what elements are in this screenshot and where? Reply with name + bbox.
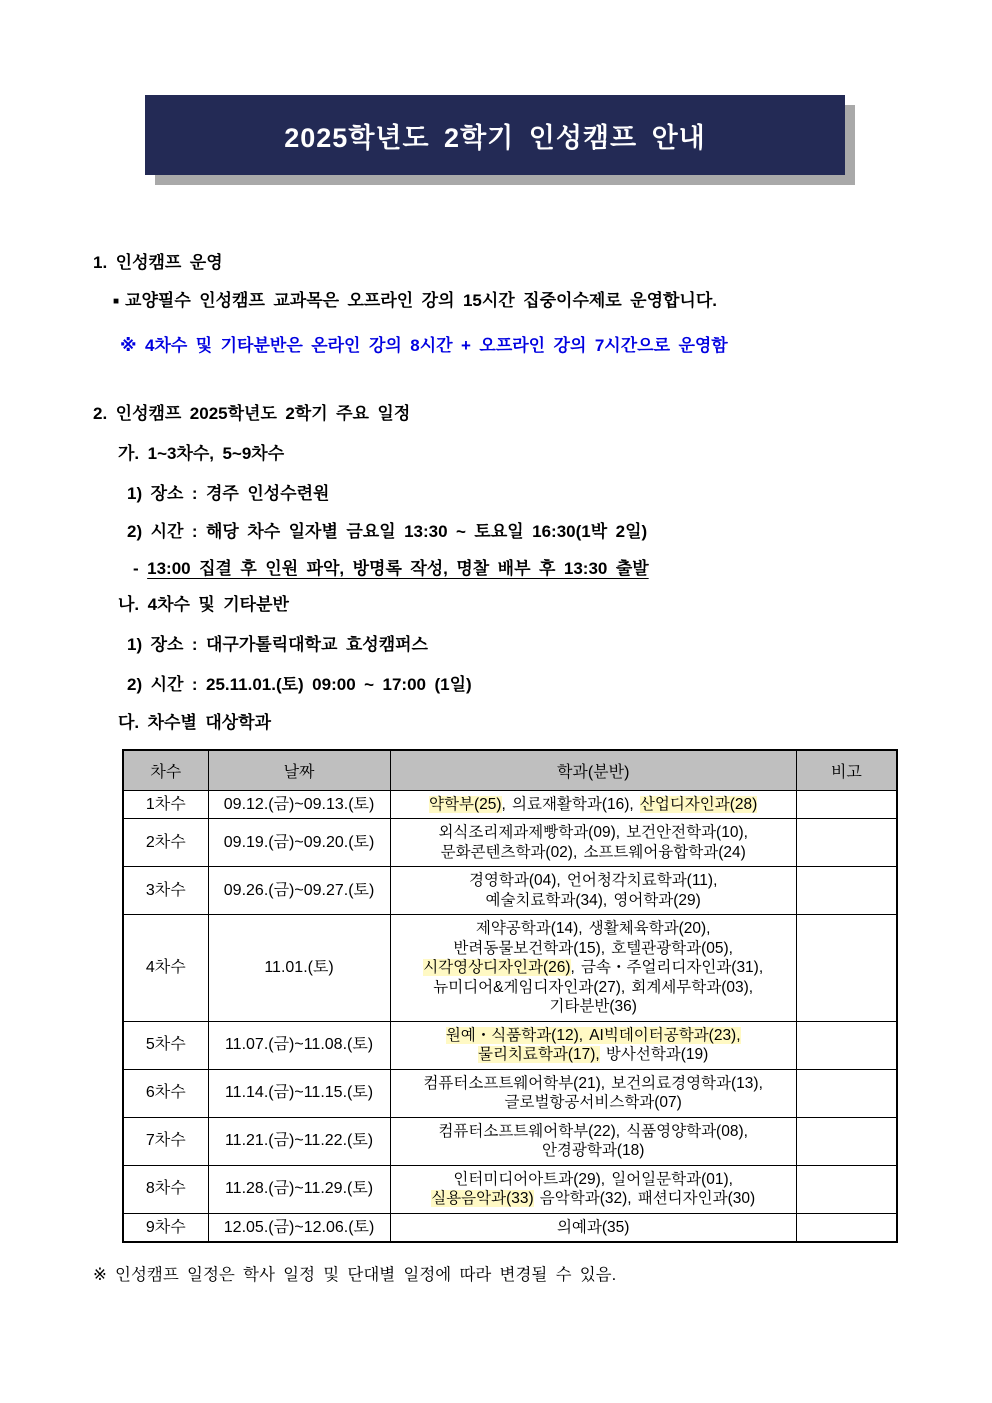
title-banner: [145, 95, 845, 175]
footer-note: ※ 인성캠프 일정은 학사 일정 및 단대별 일정에 따라 변경될 수 있음.: [93, 1266, 617, 1284]
cell-departments: [390, 819, 796, 867]
department-line: [395, 958, 792, 978]
department-highlighted: 시각영상디자인과(26): [423, 959, 571, 976]
department-line: [395, 1170, 792, 1190]
cell-departments: [390, 790, 796, 819]
header-date: 날짜: [208, 750, 390, 790]
department-line: [395, 1026, 792, 1046]
table-row: [123, 867, 897, 915]
cell-round: 1차수: [123, 790, 208, 819]
cell-date: 11.21.(금)~11.22.(토): [208, 1117, 390, 1165]
section2a-heading: 가. 1~3차수, 5~9차수: [118, 444, 285, 463]
table-row: [123, 915, 897, 1022]
department-line: [395, 1093, 792, 1113]
table-body: [123, 790, 897, 1242]
cell-round: 2차수: [123, 819, 208, 867]
section2b-item-time: 2) 시간 : 25.11.01.(토) 09:00 ~ 17:00 (1일): [127, 675, 472, 694]
department-line: [395, 843, 792, 863]
cell-departments: [390, 1213, 796, 1242]
department-line: [395, 997, 792, 1017]
table-row: [123, 1213, 897, 1242]
table-header-row: [123, 750, 897, 790]
department-line: [395, 939, 792, 959]
table-row: [123, 1069, 897, 1117]
department-highlighted: 실용음악과(33): [431, 1190, 534, 1207]
department-highlighted: 산업디자인과(28): [639, 795, 758, 813]
department-text: 인터미디어아트과(29), 일어일문학과(01),: [453, 1170, 733, 1188]
department-line: [395, 1122, 792, 1142]
department-text: , 금속・주얼리디자인과(31),: [570, 959, 764, 976]
cell-date: 11.07.(금)~11.08.(토): [208, 1021, 390, 1069]
section2a-subnote: [133, 559, 992, 579]
department-text: , 의료재활학과(16),: [501, 795, 640, 813]
table-row: [123, 1021, 897, 1069]
department-line: [395, 1189, 792, 1209]
cell-departments: [390, 1021, 796, 1069]
cell-note: [796, 819, 897, 867]
cell-round: 9차수: [123, 1213, 208, 1242]
department-text: 뉴미디어&게임디자인과(27), 회계세무학과(03),: [433, 978, 754, 996]
department-line: [395, 795, 792, 815]
header-note: 비고: [796, 750, 897, 790]
cell-note: [796, 1021, 897, 1069]
cell-departments: [390, 1069, 796, 1117]
cell-round: 3차수: [123, 867, 208, 915]
schedule-table: [122, 749, 898, 1243]
section2a-item-time: 2) 시간 : 해당 차수 일자별 금요일 13:30 ~ 토요일 16:30(1박 2일): [127, 522, 648, 541]
cell-departments: [390, 915, 796, 1022]
cell-departments: [390, 1165, 796, 1213]
dash-marker: -: [133, 559, 139, 578]
section1-heading: 1. 인성캠프 운영: [93, 253, 223, 272]
department-line: [395, 871, 792, 891]
cell-note: [796, 867, 897, 915]
department-text: 경영학과(04), 언어청각치료학과(11),: [468, 872, 718, 889]
cell-date: 11.28.(금)~11.29.(토): [208, 1165, 390, 1213]
department-text: 반려동물보건학과(15), 호텔관광학과(05),: [453, 939, 733, 957]
cell-round: 4차수: [123, 915, 208, 1022]
department-text: 기타분반(36): [549, 998, 637, 1015]
department-text: 컴퓨터소프트웨어학부(21), 보건의료경영학과(13),: [423, 1074, 763, 1092]
department-text: 음악학과(32), 패션디자인과(30): [533, 1190, 756, 1207]
department-line: [395, 891, 792, 911]
department-text: 문화콘텐츠학과(02), 소프트웨어융합학과(24): [440, 843, 746, 861]
department-text: 컴퓨터소프트웨어학부(22), 식품영양학과(08),: [438, 1122, 748, 1140]
section1-bullet-text: 교양필수 인성캠프 교과목은 오프라인 강의 15시간 집중이수제로 운영합니다.: [125, 291, 718, 310]
table-row: [123, 790, 897, 819]
table-row: [123, 1117, 897, 1165]
cell-note: [796, 915, 897, 1022]
department-line: [395, 823, 792, 843]
section1-bullet: [113, 291, 992, 312]
section2-heading: 2. 인성캠프 2025학년도 2학기 주요 일정: [93, 404, 411, 423]
section2a-item-place: 1) 장소 : 경주 인성수련원: [127, 484, 330, 503]
table-row: [123, 1165, 897, 1213]
cell-departments: [390, 1117, 796, 1165]
section2c-heading: 다. 차수별 대상학과: [118, 713, 272, 732]
cell-note: [796, 1213, 897, 1242]
department-line: [395, 978, 792, 998]
section1-note: ※ 4차수 및 기타분반은 온라인 강의 8시간 + 오프라인 강의 7시간으로 운영함: [120, 336, 728, 355]
department-line: [395, 1074, 792, 1094]
department-text: 의예과(35): [556, 1218, 630, 1236]
department-text: 예술치료학과(34), 영어학과(29): [485, 891, 701, 909]
department-line: [395, 1045, 792, 1065]
department-line: [395, 1218, 792, 1238]
section2a-underlined-note: 13:00 집결 후 인원 파악, 방명록 작성, 명찰 배부 후 13:30 출발: [147, 559, 649, 578]
cell-date: 09.12.(금)~09.13.(토): [208, 790, 390, 819]
cell-note: [796, 1117, 897, 1165]
cell-note: [796, 1165, 897, 1213]
cell-note: [796, 1069, 897, 1117]
header-dept: 학과(분반): [390, 750, 796, 790]
department-text: 안경광학과(18): [541, 1142, 645, 1159]
cell-date: 12.05.(금)~12.06.(토): [208, 1213, 390, 1242]
department-text: 제약공학과(14), 생활체육학과(20),: [475, 920, 711, 937]
header-round: 차수: [123, 750, 208, 790]
square-bullet-icon: ■: [113, 296, 120, 307]
cell-date: 09.26.(금)~09.27.(토): [208, 867, 390, 915]
section2b-item-place: 1) 장소 : 대구가톨릭대학교 효성캠퍼스: [127, 635, 428, 654]
department-line: [395, 919, 792, 939]
section2b-heading: 나. 4차수 및 기타분반: [118, 595, 289, 614]
cell-date: 11.14.(금)~11.15.(토): [208, 1069, 390, 1117]
department-text: 글로벌항공서비스학과(07): [504, 1094, 682, 1111]
department-line: [395, 1141, 792, 1161]
cell-note: [796, 790, 897, 819]
page-title: 2025학년도 2학기 인성캠프 안내: [284, 122, 706, 153]
table-row: [123, 819, 897, 867]
cell-round: 6차수: [123, 1069, 208, 1117]
department-text: 방사선학과(19): [599, 1046, 709, 1063]
department-text: 외식조리제과제빵학과(09), 보건안전학과(10),: [438, 824, 748, 841]
cell-departments: [390, 867, 796, 915]
cell-round: 5차수: [123, 1021, 208, 1069]
department-highlighted: 약학부(25): [429, 795, 502, 813]
cell-round: 7차수: [123, 1117, 208, 1165]
department-highlighted: 원예・식품학과(12), AI빅데이터공학과(23),: [445, 1026, 741, 1044]
department-highlighted: 물리치료학과(17),: [478, 1046, 600, 1063]
cell-round: 8차수: [123, 1165, 208, 1213]
cell-date: 09.19.(금)~09.20.(토): [208, 819, 390, 867]
cell-date: 11.01.(토): [208, 915, 390, 1022]
